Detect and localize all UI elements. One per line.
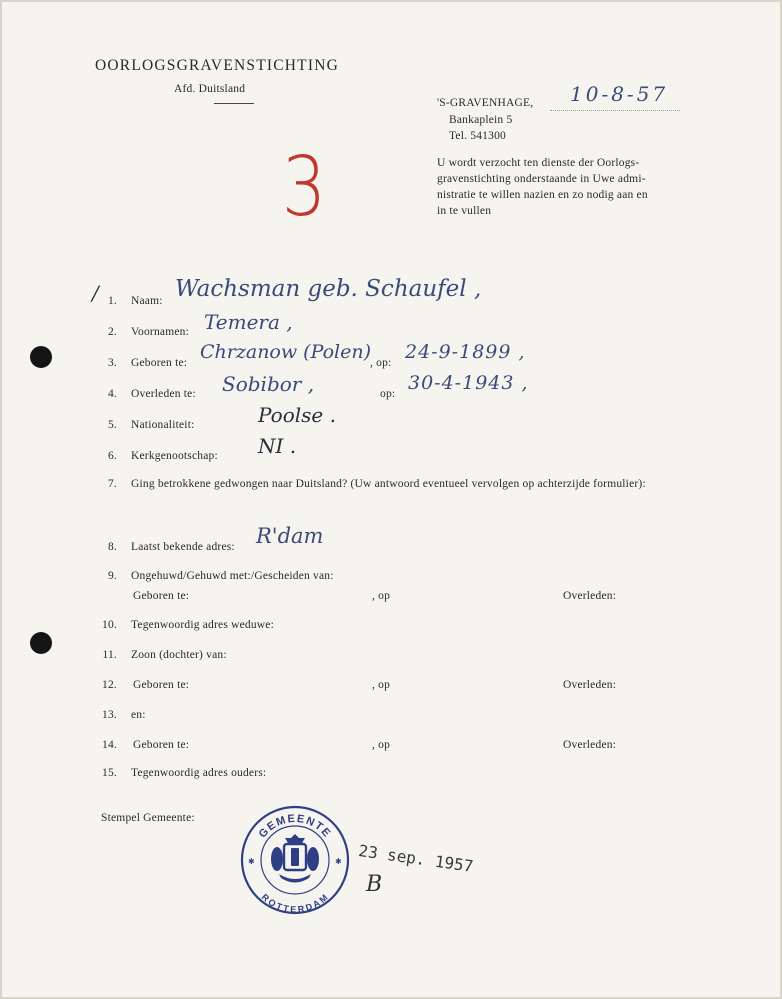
item-number: 5. [107, 419, 117, 431]
item-number: 4. [107, 388, 117, 400]
coat-of-arms-icon [271, 834, 319, 883]
nationality-value: Poolse . [258, 403, 336, 427]
first-names-label: Voornamen: [131, 326, 190, 338]
died-date-label: op: [380, 388, 396, 400]
born-date-label: , op: [370, 357, 392, 369]
request-line-1: U wordt verzocht ten dienste der Oorlogs- [437, 157, 640, 169]
org-title: OORLOGSGRAVENSTICHTING [95, 57, 339, 74]
died-date-value: 30-4-1943 , [408, 372, 529, 394]
stamp-date: 23 sep. 1957 [357, 841, 475, 876]
item-number: 10. [102, 619, 117, 631]
item-number: 3. [107, 357, 117, 369]
item-number: 14. [102, 739, 117, 751]
father-died-label: Overleden: [563, 679, 617, 691]
item-number: 13. [102, 709, 117, 721]
stamp-label: Stempel Gemeente: [101, 812, 195, 824]
handwritten-date: 10-8-57 [570, 82, 669, 106]
item-number: 7. [107, 478, 117, 490]
spouse-born-label: Geboren te: [133, 590, 190, 602]
father-born-label: Geboren te: [133, 679, 190, 691]
marital-label: Ongehuwd/Gehuwd met:/Gescheiden van: [131, 570, 334, 582]
punch-hole-bottom [30, 632, 52, 654]
item-number: 15. [102, 767, 117, 779]
svg-text:✱: ✱ [248, 857, 255, 866]
parents-address-label: Tegenwoordig adres ouders: [131, 767, 267, 779]
mother-born-label: Geboren te: [133, 739, 190, 751]
svg-text:✱: ✱ [335, 857, 342, 866]
nationality-label: Nationaliteit: [131, 419, 195, 431]
spouse-born-date-label: , op [372, 590, 391, 602]
handwritten-number: 3 [281, 140, 327, 235]
forced-labor-question: Ging betrokkene gedwongen naar Duitsland? (Uw antwoord eventueel vervolgen op achterzijde formulier): [131, 478, 646, 490]
name-value: Wachsman geb. Schaufel , [175, 276, 482, 302]
item-number: 12. [102, 679, 117, 691]
item-number: 11. [102, 649, 117, 661]
spouse-died-label: Overleden: [563, 590, 617, 602]
header-rule [214, 103, 254, 104]
stamp-text-top: GEMEENTE [256, 812, 334, 841]
request-line-4: in te vullen [437, 205, 492, 217]
item-number: 1. [107, 295, 117, 307]
date-line [550, 110, 680, 111]
born-date-value: 24-9-1899 , [405, 341, 526, 363]
item-number: 6. [107, 450, 117, 462]
address-tel: Tel. 541300 [449, 130, 506, 142]
church-label: Kerkgenootschap: [131, 450, 218, 462]
stamp-text-bottom: ROTTERDAM [259, 891, 331, 915]
father-born-date-label: , op [372, 679, 391, 691]
item-number: 2. [107, 326, 117, 338]
initial-signature: B [366, 872, 383, 897]
born-label: Geboren te: [131, 357, 188, 369]
died-label: Overleden te: [131, 388, 196, 400]
and-label: en: [131, 709, 146, 721]
name-label: Naam: [131, 295, 163, 307]
mother-died-label: Overleden: [563, 739, 617, 751]
born-place-value: Chrzanow (Polen) [200, 341, 372, 363]
check-mark: / [92, 281, 99, 305]
address-city: 'S-GRAVENHAGE, [437, 97, 534, 109]
item-number: 8. [107, 541, 117, 553]
last-address-label: Laatst bekende adres: [131, 541, 235, 553]
died-place-value: Sobibor , [222, 372, 315, 396]
item-number: 9. [107, 570, 117, 582]
request-line-2: gravenstichting onderstaande in Uwe admi- [437, 173, 646, 185]
request-line-3: nistratie te willen nazien en zo nodig aan en [437, 189, 648, 201]
widow-address-label: Tegenwoordig adres weduwe: [131, 619, 274, 631]
punch-hole-top [30, 346, 52, 368]
mother-born-date-label: , op [372, 739, 391, 751]
org-dept: Afd. Duitsland [174, 83, 246, 95]
last-address-value: R'dam [256, 524, 324, 548]
address-street: Bankaplein 5 [449, 114, 513, 126]
municipal-stamp [239, 804, 351, 916]
first-names-value: Temera , [204, 310, 293, 334]
son-daughter-of-label: Zoon (dochter) van: [131, 649, 227, 661]
church-value: NI . [258, 434, 297, 458]
